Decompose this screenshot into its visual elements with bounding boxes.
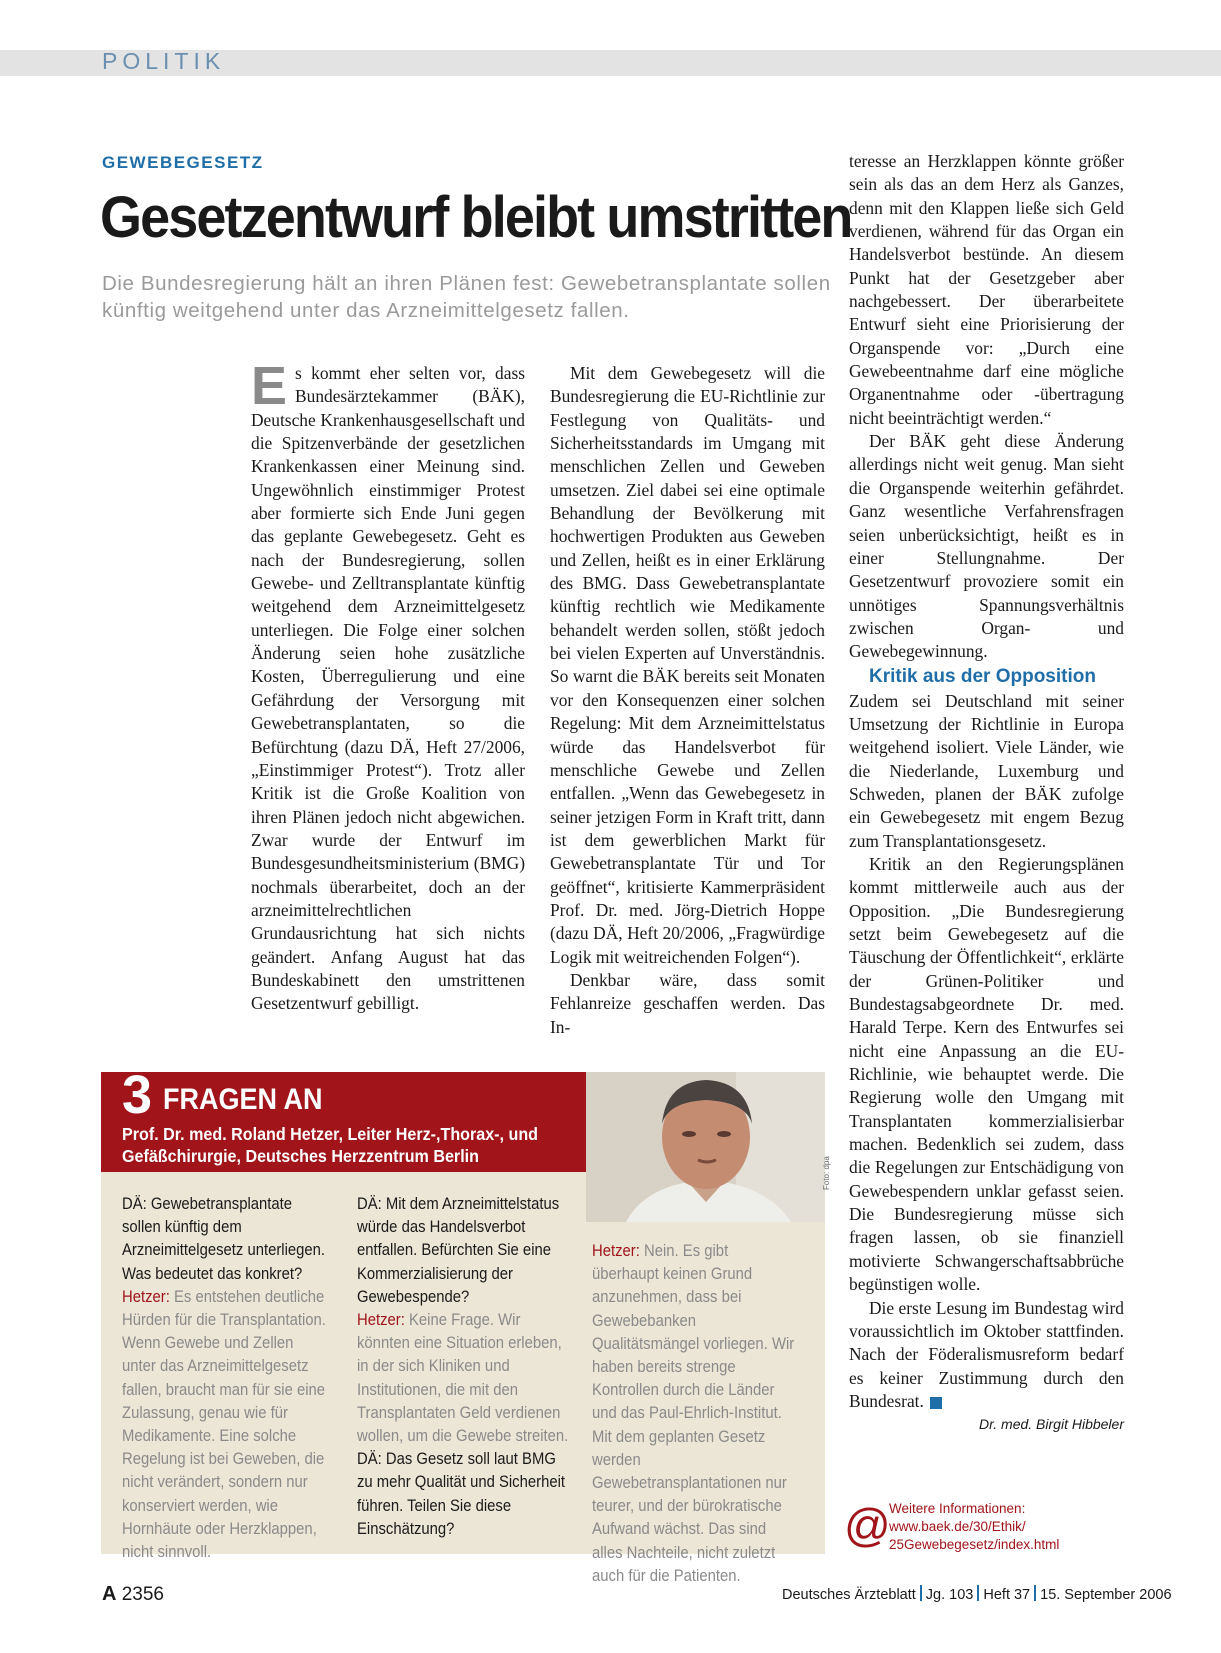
paragraph: teresse an Herzklappen könnte größer sein als das an dem Herz als Ganzes, denn mit den Klappen ließe sich Geld verdienen, während für das Organ ein Handelsverbot bestünde. An diesem Punkt hat der Gesetzgeber aber nachgebessert. Der überarbeitete Entwurf sieht eine Priorisierung der Organspende vor: „Durch eine Gewebeentnahme darf eine mögliche Organentnahme oder -übertragung nicht beeinträchtigt werden.“ (849, 151, 1124, 428)
drop-cap: E (251, 356, 288, 416)
article-column-2 (550, 362, 825, 1039)
article-title: Gesetzentwurf bleibt umstritten (100, 185, 852, 250)
paragraph (849, 1297, 1124, 1414)
paragraph: s kommt eher selten vor, dass Bundesärztekammer (BÄK), Deutsche Krankenhausgesellschaft und die Spitzenverbände der gesetzlichen Krankenkassen einer Meinung sind. Ungewöhnlich einstimmiger Protest aber formierte sich Ende Juni gegen das geplante Gewebegesetz. Geht es nach der Bundesregierung, sollen Gewebe- und Zelltransplantate künftig weitgehend dem Arzneimittelgesetz unterliegen. Die Folge einer solchen Änderung seien hohe zusätzliche Kosten, Überregulierung und eine Gefährdung der Versorgung mit Gewebetransplantaten, so die Befürchtung (dazu DÄ, Heft 27/2006, „Einstimmiger Protest“). Trotz aller Kritik ist die Große Koalition von ihren Plänen jedoch nicht abgewichen. Zwar wurde der Entwurf im Bundesgesundheitsministerium (BMG) nochmals überarbeitet, doch an der arzneimittelrechtlichen Grundausrichtung hat sich nichts geändert. Anfang August hat das Bundeskabinett den umstrittenen Gesetzentwurf gebilligt. (251, 363, 525, 1014)
interview-column-2 (357, 1193, 569, 1541)
interview-column-1 (122, 1193, 329, 1564)
paragraph-text: Die erste Lesung im Bundestag wird voraussichtlich im Oktober stattfinden. Nach der Föderalismusreform bedarf es keiner Zustimmung durch den Bundesrat. (849, 1297, 1124, 1411)
page-number (102, 1583, 164, 1606)
interview-speaker: Hetzer: (122, 1287, 170, 1306)
interview-speaker: Hetzer: (357, 1311, 405, 1330)
paragraph: Mit dem Gewebegesetz will die Bundesregierung die EU-Richtlinie zur Festlegung von Qualitäts- und Sicherheitsstandards im Umgang mit menschlichen Zellen und Geweben umsetzen. Ziel dabei sei eine optimale Behandlung der Bevölkerung mit hochwertigen Produkten aus Geweben und Zellen, heißt es in einer Erklärung des BMG. Dass Gewebetransplantate künftig rechtlich wie Medikamente behandelt werden sollen, stößt jedoch bei vielen Experten auf Unverständnis. So warnt die BÄK bereits seit Monaten vor den Konsequenzen einer solchen Regelung: Mit dem Arzneimittelstatus würde das Handelsverbot für menschliche Gewebe und Zellen entfallen. „Wenn das Gewebegesetz in seiner jetzigen Form in Kraft tritt, dann ist dem gewerblichen Markt für Gewebetransplantate Tür und Tor geöffnet“, kritisierte Kammerpräsident Prof. Dr. med. Jörg-Dietrich Hoppe (dazu DÄ, Heft 20/2006, „Fragwürdige Logik mit weitreichenden Folgen“). (550, 363, 825, 967)
interview-question: DÄ: Gewebetransplantate sollen künftig dem Arzneimittelgesetz unterliegen. Was bedeutet das konkret? (122, 1195, 326, 1283)
paragraph: Zudem sei Deutschland mit seiner Umsetzung der Richtlinie in Europa weitgehend isoliert. Viele Länder, wie die Niederlande, Luxemburg und Schweden, planen der BÄK zufolge ein Gewebegesetz mit engem Bezug zum Transplantationsgesetz. (849, 690, 1124, 851)
interview-answer: Keine Frage. Wir könnten eine Situation erleben, in der sich Kliniken und Institutionen, die mit den Transplantaten Geld verdienen wollen, um die Gewebe streiten. (357, 1311, 569, 1446)
journal-issue: Heft 37 (983, 1587, 1031, 1603)
journal-name: Deutsches Ärzteblatt (782, 1587, 916, 1603)
interview-person: Prof. Dr. med. Roland Hetzer, Leiter Herz-,Thorax-, und Gefäßchirurgie, Deutsches Herzzentrum Berlin (122, 1124, 538, 1166)
photo-credit: Foto: dpa (822, 1156, 831, 1190)
interview-speaker: Hetzer: (592, 1242, 640, 1260)
page-number-value: 2356 (121, 1584, 165, 1605)
end-mark-icon (930, 1397, 942, 1409)
article-teaser: Die Bundesregierung hält an ihren Plänen fest: Gewebetransplantate sollen künftig weitgehend unter das Arzneimittelgesetz fallen. (102, 272, 831, 322)
divider (1034, 1585, 1036, 1601)
paragraph: Der BÄK geht diese Änderung allerdings nicht weit genug. Man sieht die Organspende weiterhin gefährdet. Ganz wesentliche Verfahrensfragen seien unberücksichtigt, heißt es in einer Stellungnahme. Der Gesetzentwurf provoziere somit ein unnötiges Spannungsverhältnis zwischen Organ- und Gewebegewinnung. (849, 431, 1124, 662)
page-prefix: A (102, 1583, 117, 1605)
journal-volume: Jg. 103 (925, 1587, 974, 1603)
section-label: POLITIK (102, 48, 226, 74)
info-box (889, 1500, 1059, 1554)
info-link[interactable]: www.baek.de/30/Ethik/ (889, 1519, 1026, 1534)
paragraph: Denkbar wäre, dass somit Fehlanreize geschaffen werden. Das In- (550, 969, 825, 1037)
subheading: Kritik aus der Opposition (869, 665, 1096, 687)
interview-label: FRAGEN AN (163, 1083, 323, 1116)
interview-question: DÄ: Das Gesetz soll laut BMG zu mehr Qualität und Sicherheit führen. Teilen Sie diese Einschätzung? (357, 1450, 566, 1538)
portrait-illustration (586, 1072, 825, 1222)
portrait-photo (586, 1072, 825, 1222)
info-link[interactable]: 25Gewebegesetz/index.html (889, 1537, 1060, 1552)
at-icon: @ (844, 1499, 891, 1551)
interview-question: DÄ: Mit dem Arzneimittelstatus würde das Handelsverbot entfallen. Befürchten Sie eine Kommerzialisierung der Gewebespende? (357, 1195, 560, 1306)
article-column-1 (251, 356, 525, 1016)
interview-answer: Nein. Es gibt überhaupt keinen Grund anzunehmen, dass bei Gewebebanken Qualitätsmängel vorliegen. Wir haben bereits strenge Kontrollen durch die Länder und das Paul-Ehrlich-Institut. Mit dem geplanten Gesetz werden Gewebetransplantationen nur teurer, und der bürokratische Aufwand wächst. Das sind alles Nachteile, nicht zuletzt auch für die Patienten. (592, 1242, 795, 1585)
info-label: Weitere Informationen: (889, 1501, 1026, 1516)
paragraph: Kritik an den Regierungsplänen kommt mittlerweile auch aus der Opposition. „Die Bundesregierung setzt beim Gewebegesetz auf die Täuschung der Öffentlichkeit“, erklärte der Grünen-Politiker und Bundestagsabgeordnete Dr. med. Harald Terpe. Kern des Entwurfes sei nicht eine Anpassung an die EU-Richlinie, wie behauptet werde. Die Regierung wolle den Umgang mit Transplantaten kommerzialisierbar machen. Bedenklich sei zudem, dass die Regelungen zur Entschädigung von Gewebespendern unklar gefasst seien. Die Bundesregierung müsse sich fragen lassen, ob sie finanziell motivierte Schwangerschaftsabbrüche begünstigen wolle. (849, 853, 1124, 1295)
article-column-3 (849, 150, 1124, 1437)
author-byline: Dr. med. Birgit Hibbeler (979, 1416, 1124, 1433)
interview-column-3 (592, 1240, 795, 1588)
interview-number: 3 (122, 1065, 153, 1125)
divider (977, 1585, 979, 1601)
journal-date: 15. September 2006 (1040, 1587, 1172, 1603)
interview-answer: Es entstehen deutliche Hürden für die Transplantation. Wenn Gewebe und Zellen unter das Arzneimittelgesetz fallen, braucht man für sie eine Zulassung, genau wie für Medikamente. Eine solche Regelung ist bei Geweben, die nicht verändert, sondern nur konserviert werden, wie Hornhäute oder Herzklappen, nicht sinnvoll. (122, 1287, 326, 1562)
footer-journal (782, 1585, 1172, 1603)
article-kicker: GEWEBEGESETZ (102, 153, 264, 172)
divider (920, 1585, 922, 1601)
